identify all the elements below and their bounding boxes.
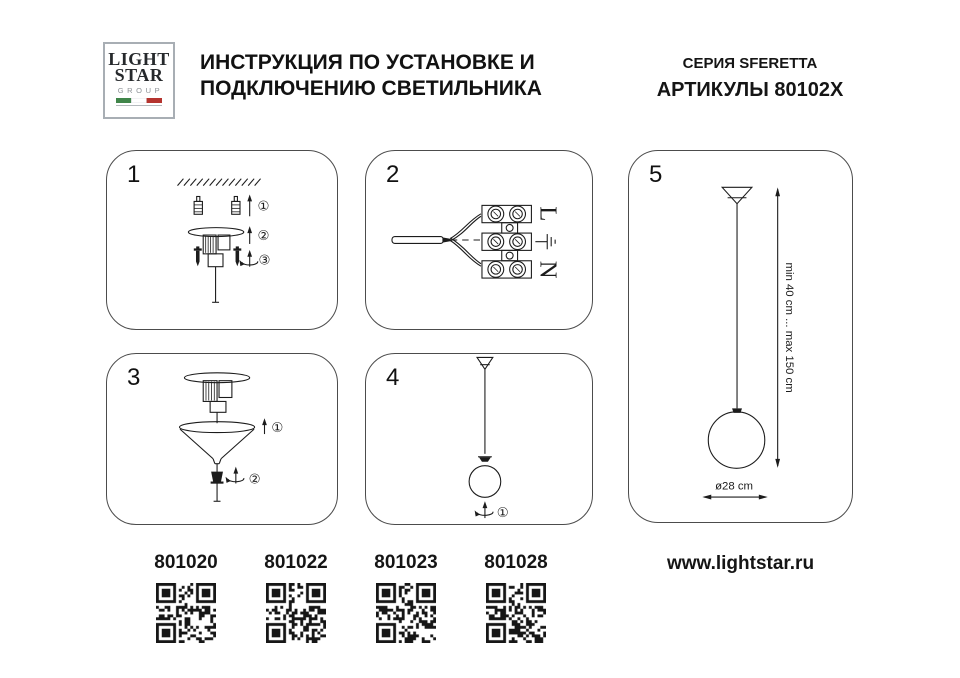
step-marker-1: ① [271, 421, 284, 437]
qr-code [266, 583, 326, 643]
step5-drawing [629, 151, 852, 522]
glass-ball [708, 412, 764, 468]
articles-code: АРТИКУЛЫ 80102X [656, 79, 844, 101]
terminal-label-neutral: N [534, 260, 562, 279]
step-panel-5 [628, 150, 853, 523]
website-url: www.lightstar.ru [666, 553, 815, 574]
wire-neutral [450, 238, 481, 266]
up-arrow [247, 226, 252, 244]
step-marker-2: ② [248, 472, 261, 488]
step-panel-2 [365, 150, 593, 330]
step-marker-2: ② [257, 229, 270, 244]
lightstar-logo [103, 42, 175, 119]
rotate-icon [475, 501, 493, 518]
wall-anchor [194, 196, 202, 214]
step2-drawing [366, 151, 592, 329]
ceiling-hatch [178, 179, 261, 186]
supply-cable [392, 237, 451, 244]
terminal-block [482, 205, 531, 278]
qr-code [486, 583, 546, 643]
step-number: 3 [127, 364, 141, 391]
article-column [241, 552, 351, 643]
article-column [351, 552, 461, 643]
article-code: 801023 [374, 552, 438, 573]
step-marker-1: ① [496, 506, 509, 522]
article-column [461, 552, 571, 643]
screw [194, 246, 202, 266]
logo-word-star: STAR [114, 65, 164, 85]
qr-code [156, 583, 216, 643]
step-number: 4 [386, 364, 400, 391]
step-number: 5 [649, 161, 663, 188]
step-number: 1 [127, 161, 141, 188]
cone-canopy [180, 422, 255, 464]
ceiling-plate [188, 228, 243, 303]
logo-underline [116, 105, 162, 106]
page-title [200, 50, 542, 102]
rotate-icon [226, 467, 244, 484]
cone-canopy [477, 357, 493, 369]
qr-code [376, 583, 436, 643]
step-number: 2 [386, 161, 400, 188]
wall-anchor [232, 196, 240, 214]
step-panel-1 [106, 150, 338, 330]
cone-canopy [722, 187, 752, 203]
logo-word-light: LIGHT [108, 49, 170, 69]
article-column [131, 552, 241, 643]
step3-drawing [107, 354, 337, 524]
article-code: 801028 [484, 552, 548, 573]
diameter-dimension-line [702, 495, 767, 500]
lock-nut [211, 472, 224, 484]
ceiling-plate [184, 373, 249, 423]
height-range-label: min 40 cm ... max 150 cm [783, 262, 796, 393]
page-title-line2: ПОДКЛЮЧЕНИЮ СВЕТИЛЬНИКА [200, 77, 542, 100]
glass-ball [469, 466, 501, 498]
lamp-socket [478, 457, 492, 462]
italian-flag-stripe [116, 98, 162, 103]
step-panel-3 [106, 353, 338, 525]
logo-word-group: GROUP [117, 86, 164, 95]
step-panel-4 [365, 353, 593, 525]
step4-drawing [366, 354, 592, 524]
step-marker-1: ① [257, 199, 270, 215]
up-arrow [262, 418, 267, 434]
up-arrow [247, 195, 252, 217]
wire-live [450, 214, 481, 241]
page-title-line1: ИНСТРУКЦИЯ ПО УСТАНОВКЕ И [200, 51, 535, 74]
height-dimension-line [775, 187, 780, 467]
step1-drawing [107, 151, 337, 329]
diameter-label: ø28 cm [715, 480, 754, 493]
series-name: СЕРИЯ SFERETTA [682, 55, 818, 72]
rotate-icon [239, 250, 257, 267]
terminal-label-live: L [534, 206, 562, 222]
article-code: 801020 [154, 552, 218, 573]
earth-symbol [535, 234, 555, 249]
article-code: 801022 [264, 552, 328, 573]
step-marker-3: ③ [258, 253, 271, 269]
